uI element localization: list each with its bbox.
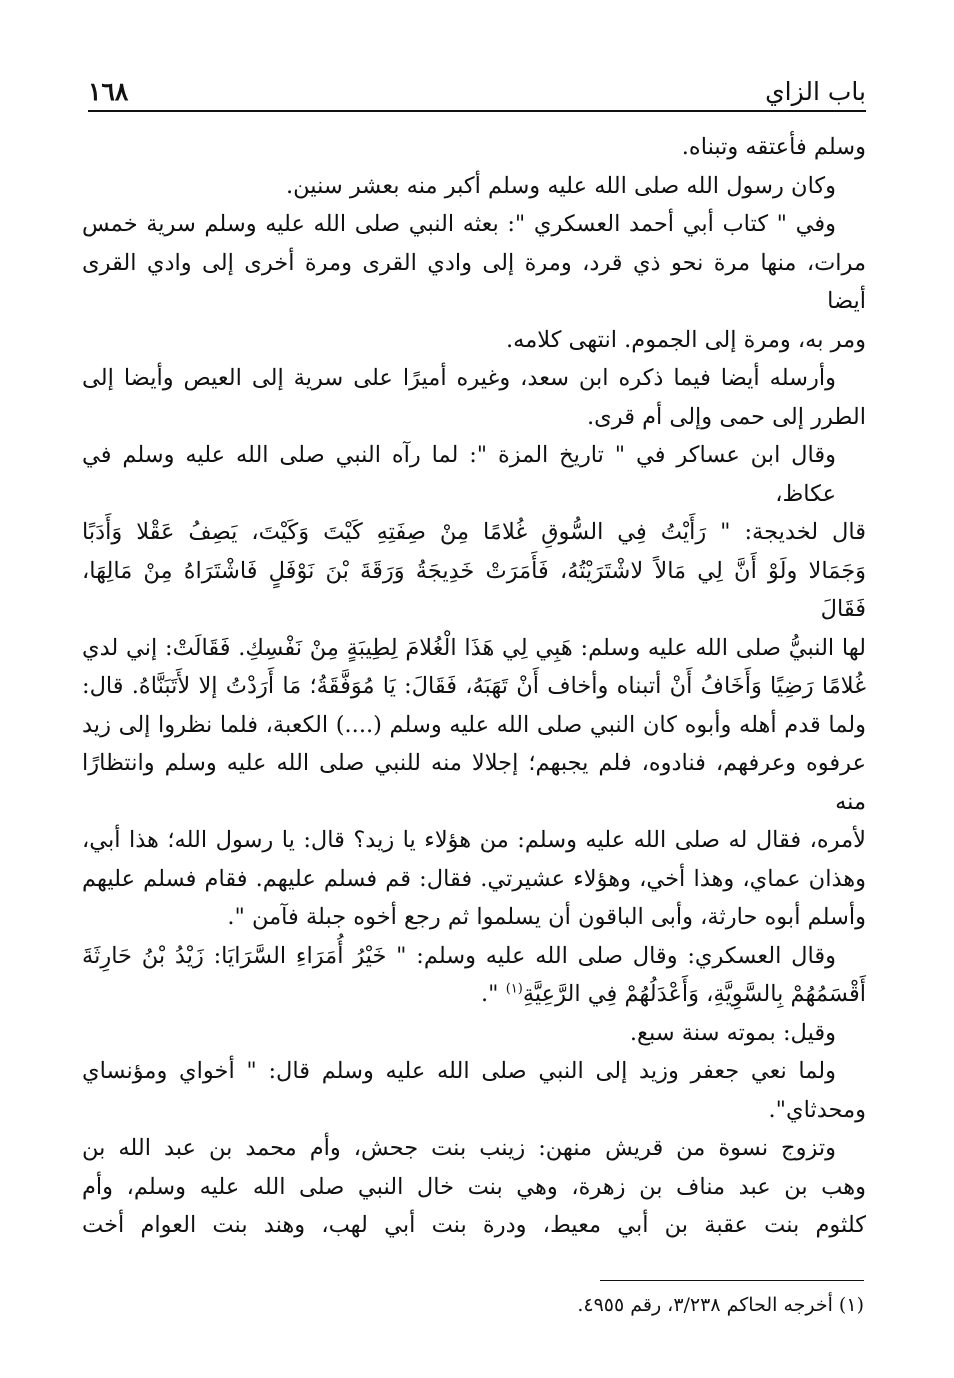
page-number: ١٦٨ [88, 77, 129, 106]
closing-quote: ". [481, 981, 499, 1007]
text-line: ولما نعي جعفر وزيد إلى النبي صلى الله عليه وسلم قال: " أخواي ومؤنساي [82, 1058, 836, 1084]
footnote: (١) أخرجه الحاكم ٣/٢٣٨، رقم ٤٩٥٥. [577, 1294, 864, 1316]
text-line: وسلم فأعتقه وتبناه. [681, 134, 866, 160]
text-line: وَجَمَالا ولَوْ أَنَّ لِي مَالاً لاشْتَرَيْتُهُ، فَأَمَرَتْ خَدِيجَةُ وَرَقَةَ بْنَ نَوْفَلٍ فَاشْتَرَاهُ مِنْ مَالِهَا، فَقَالَ [82, 557, 866, 622]
hadith-text: أَقْسَمُهُمْ بِالسَّوِيَّةِ، وَأَعْدَلُهُمْ فِي الرَّعِيَّةِ [522, 981, 866, 1007]
chapter-title: باب الزاي [765, 77, 866, 106]
footnote-separator [600, 1280, 864, 1281]
body-text [82, 128, 866, 1245]
text-line: وقال ابن عساكر في " تاريخ المزة ": لما رآه النبي صلى الله عليه وسلم في عكاظ، [82, 442, 836, 507]
text-line: كلثوم بنت عقبة بن أبي معيط، ودرة بنت أبي لهب، وهند بنت العوام أخت [82, 1212, 866, 1238]
text-line: وتزوج نسوة من قريش منهن: زينب بنت جحش، وأم محمد بن عبد الله بن [82, 1135, 836, 1161]
text-line: الطرر إلى حمى وإلى أم قرى. [587, 403, 866, 430]
text-line: ومحدثاي". [768, 1096, 866, 1123]
text-line: لها النبيُّ صلى الله عليه وسلم: هَبِي لِي هَذَا الْغُلامَ لِطِيبَةٍ مِنْ نَفْسِكِ. فَقَالَتْ: إني لدي [82, 634, 866, 661]
text-line: وأسلم أبوه حارثة، وأبى الباقون أن يسلموا ثم رجع أخوه جبلة فآمن ". [227, 904, 866, 930]
text-line: وهب بن عبد مناف بن زهرة، وهي بنت خال النبي صلى الله عليه وسلم، وأم [82, 1173, 866, 1200]
text-line [82, 975, 866, 1014]
text-line: غُلامًا رَضِيًا وَأَخَافُ أَنْ أتبناه وأخاف أَنْ تَهَبَهُ، فَقَالَ: يَا مُوَفَّقَةُ؛ مَا أَرَدْتُ إلا لأَتَبَنَّاهُ. قال: [82, 673, 866, 699]
text-line: وأرسله أيضا فيما ذكره ابن سعد، وغيره أميرًا على سرية إلى العيص وأيضا إلى [82, 365, 836, 391]
running-header [88, 64, 866, 112]
text-line: ولما قدم أهله وأبوه كان النبي صلى الله عليه وسلم (....) الكعبة، فلما نظروا إلى زيد [82, 711, 866, 738]
text-line: عرفوه وعرفهم، فنادوه، فلم يجبهم؛ إجلالا منه للنبي صلى الله عليه وسلم وانتظارًا منه [82, 750, 866, 815]
text-line: وهذان عماي، وهذا أخي، وهؤلاء عشيرتي. فقال: قم فسلم عليهم. فقام فسلم عليهم [82, 865, 866, 892]
footnote-marker: (١) [505, 981, 523, 997]
text-line: وكان رسول الله صلى الله عليه وسلم أكبر منه بعشر سنين. [286, 172, 836, 199]
text-line: لأمره، فقال له صلى الله عليه وسلم: من هؤلاء يا زيد؟ قال: يا رسول الله؛ هذا أبي، [82, 827, 866, 853]
text-line: قال لخديجة: " رَأَيْتُ فِي السُّوقِ غُلامًا مِنْ صِفَتِهِ كَيْتَ وَكَيْتَ، يَصِفُ عَقْلا وَأَدَبًا [82, 519, 866, 545]
text-line: وفي " كتاب أبي أحمد العسكري ": بعثه النبي صلى الله عليه وسلم سرية خمس [82, 211, 836, 237]
text-line: وقيل: بموته سنة سبع. [629, 1019, 836, 1046]
text-line: ومر به، ومرة إلى الجموم. انتهى كلامه. [506, 326, 866, 353]
text-line: مرات، منها مرة نحو ذي قرد، ومرة إلى وادي القرى ومرة أخرى إلى وادي القرى أيضا [82, 249, 866, 314]
text-line: وقال العسكري: وقال صلى الله عليه وسلم: " خَيْرُ أُمَرَاءِ السَّرَايَا: زَيْدُ بْنُ حَارِثَةَ [82, 942, 836, 969]
